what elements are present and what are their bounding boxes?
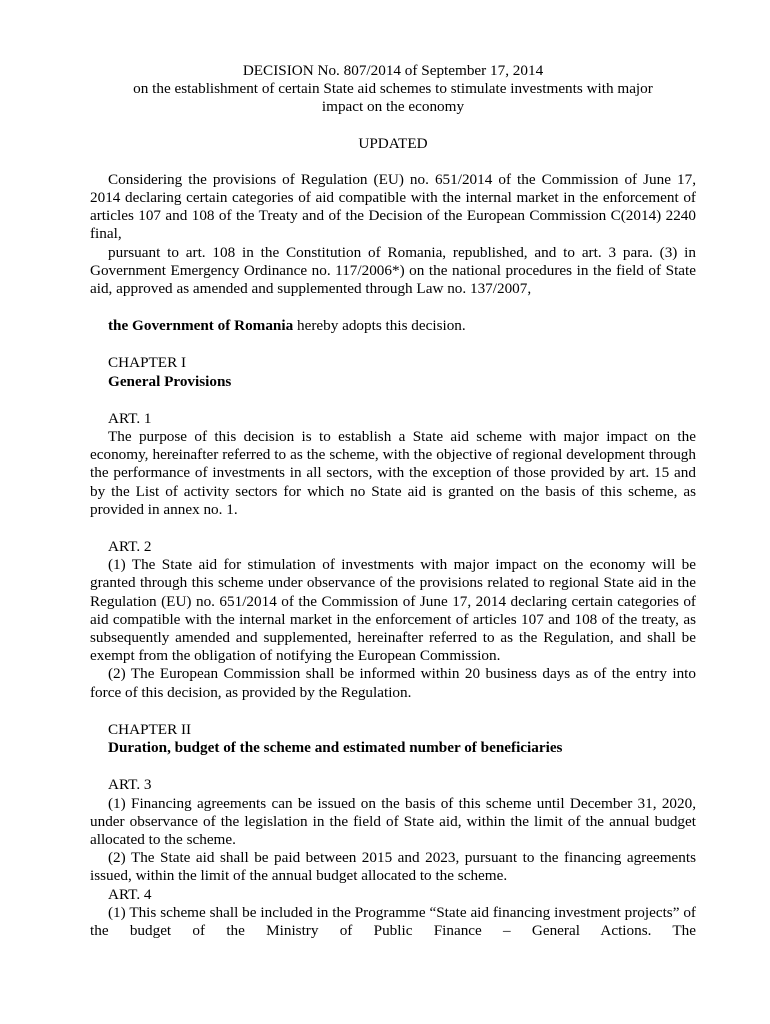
article-3-paragraph-2: (2) The State aid shall be paid between 2015 and 2023, pursuant to the financing agreements issued, within the limit of the annual budget allocated to the scheme. [90,849,696,885]
preamble-paragraph-2: pursuant to art. 108 in the Constitution of Romania, republished, and to art. 3 para. (3) in Government Emergency Ordinance no. 117/2006*) on the national procedures in the field of State aid, approved as amended and supplemented through Law no. 137/2007, [90,243,696,298]
chapter-2-heading: Duration, budget of the scheme and estimated number of beneficiaries [108,739,563,757]
document-title-block [90,62,696,117]
article-3-label: ART. 3 [108,776,152,794]
article-1-label: ART. 1 [108,409,152,427]
article-2-paragraph-2: (2) The European Commission shall be informed within 20 business days as of the entry into force of this decision, as provided by the Regulation. [90,665,696,701]
chapter-1-label: CHAPTER I [108,354,187,372]
article-2-label: ART. 2 [108,538,152,556]
adoption-statement [90,317,696,335]
decision-subtitle-line1: on the establishment of certain State aid schemes to stimulate investments with major [133,80,653,98]
updated-label: UPDATED [358,134,428,152]
article-4-label: ART. 4 [108,885,152,903]
article-3-paragraph-1: (1) Financing agreements can be issued on the basis of this scheme until December 31, 2020, under observance of the legislation in the field of State aid, within the limit of the annual budget allocated to the scheme. [90,794,696,848]
adoption-subject: the Government of Romania [108,317,294,335]
article-4-paragraph-1: (1) This scheme shall be included in the Programme “State aid financing investment projects” of the budget of the Ministry of Public Finance – General Actions. The [90,903,696,939]
decision-title: DECISION No. 807/2014 of September 17, 2014 [242,62,544,79]
document-page [90,62,696,940]
article-1-text: The purpose of this decision is to establish a State aid scheme with major impact on the economy, hereinafter referred to as the scheme, with the objective of regional development through the performance of investments in all sectors, with the exception of those provided by art. 15 and by the List of activity sectors for which no State aid is granted on the basis of this scheme, as provided in annex no. 1. [90,428,696,518]
decision-subtitle-line2: impact on the economy [321,98,465,116]
article-2-paragraph-1: (1) The State aid for stimulation of investments with major impact on the economy will be granted through this scheme under observance of the provisions related to regional State aid in the Regulation (EU) no. 651/2014 of the Commission of June 17, 2014 declaring certain categories of aid compatible with the internal market in the enforcement of articles 107 and 108 of the treaty, as subsequently amended and supplemented, hereinafter referred to as the Regulation, and shall be exempt from the obligation of notifying the European Commission. [90,556,696,665]
chapter-1-heading: General Provisions [108,372,232,390]
preamble-paragraph-1: Considering the provisions of Regulation (EU) no. 651/2014 of the Commission of June 17, 2014 declaring certain categories of aid compatible with the internal market in the enforcement of articles 107 and 108 of the Treaty and of the Decision of the European Commission C(2014) 2240 final, [90,170,696,243]
adoption-rest: hereby adopts this decision. [293,317,466,335]
chapter-2-label: CHAPTER II [108,720,192,738]
